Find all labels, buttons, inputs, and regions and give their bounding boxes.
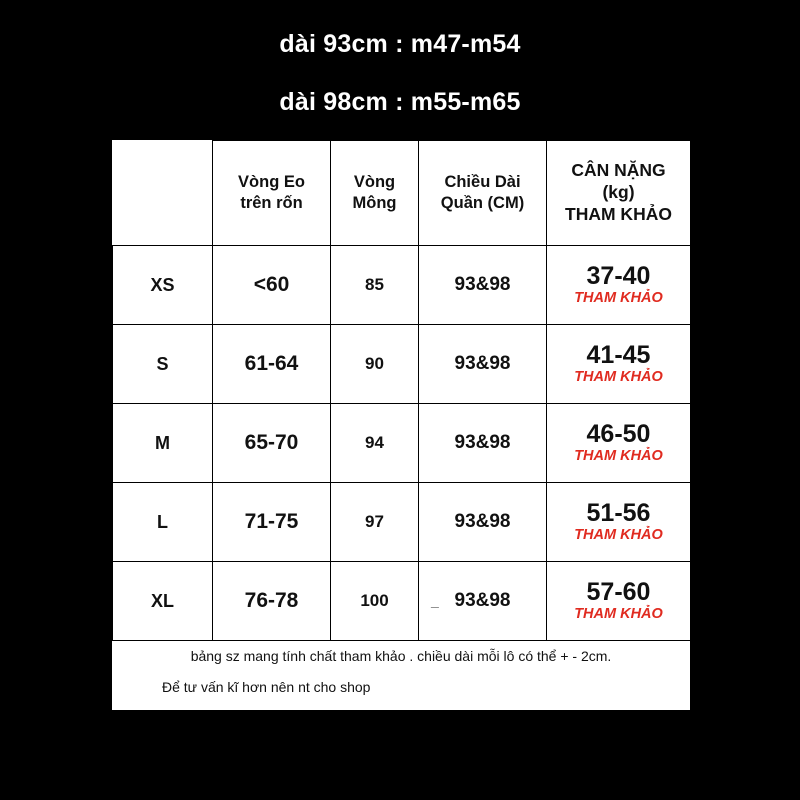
- cell-size: S: [113, 325, 213, 404]
- table-row: [113, 404, 691, 483]
- table-header: [113, 141, 691, 246]
- cell-length: [419, 404, 547, 483]
- table-row: [113, 325, 691, 404]
- cell-weight: [547, 562, 691, 641]
- header-waist-line2: trên rốn: [240, 194, 303, 212]
- footnote-contact: Để tư vấn kĩ hơn nên nt cho shop: [162, 679, 371, 695]
- header-cell-waist: [213, 141, 331, 246]
- cell-weight-value: 37-40: [586, 261, 651, 290]
- cell-hip: 100: [331, 562, 419, 641]
- cell-weight: [547, 404, 691, 483]
- size-chart-table: [112, 140, 691, 641]
- table-row: [113, 562, 691, 641]
- cell-weight-value: 51-56: [586, 498, 651, 527]
- header-cell-size: [113, 141, 213, 246]
- footnotes: [112, 646, 690, 698]
- cell-weight: [547, 483, 691, 562]
- cell-waist: 61-64: [213, 325, 331, 404]
- cell-weight-value: 57-60: [586, 577, 651, 606]
- headline-length-98: dài 98cm : m55-m65: [279, 88, 521, 116]
- cell-length: [419, 325, 547, 404]
- cell-hip: 94: [331, 404, 419, 483]
- cell-waist: 71-75: [213, 483, 331, 562]
- cell-waist: <60: [213, 246, 331, 325]
- cell-weight-note: THAM KHẢO: [574, 605, 663, 622]
- footnote-reference: bảng sz mang tính chất tham khảo . chiều dài mỗi lô có thể + - 2cm.: [190, 648, 612, 664]
- size-chart-card: [112, 140, 690, 710]
- header-weight-line2: (kg): [602, 182, 635, 203]
- cell-size: M: [113, 404, 213, 483]
- header-length-line2: Quần (CM): [440, 194, 525, 212]
- cell-length-value: 93&98: [454, 511, 511, 532]
- cell-length: [419, 246, 547, 325]
- table-row: [113, 246, 691, 325]
- table-body: [113, 246, 691, 641]
- cell-weight-note: THAM KHẢO: [574, 447, 663, 464]
- cell-hip: 97: [331, 483, 419, 562]
- header-length-line1: Chiều Dài: [444, 173, 521, 192]
- header-cell-length: [419, 141, 547, 246]
- header-weight-line3: THAM KHẢO: [565, 203, 672, 224]
- cell-length-value: 93&98: [454, 432, 511, 453]
- cell-weight-note: THAM KHẢO: [574, 289, 663, 306]
- cell-length-value: 93&98: [454, 353, 511, 374]
- cell-waist: 76-78: [213, 562, 331, 641]
- cell-hip: 85: [331, 246, 419, 325]
- cell-weight-value: 41-45: [586, 340, 651, 369]
- header-hip-line2: Mông: [352, 194, 397, 212]
- cell-length-prefix: _: [431, 593, 439, 609]
- cell-weight-value: 46-50: [586, 419, 651, 448]
- table-row: [113, 483, 691, 562]
- cell-weight: [547, 325, 691, 404]
- cell-size: XS: [113, 246, 213, 325]
- cell-length-value: 93&98: [454, 590, 511, 611]
- header-weight-line1: CÂN NẶNG: [571, 160, 666, 181]
- headline-length-93: dài 93cm : m47-m54: [279, 30, 521, 58]
- header-cell-weight: [547, 141, 691, 246]
- cell-length-value: 93&98: [454, 274, 511, 295]
- cell-weight-note: THAM KHẢO: [574, 526, 663, 543]
- cell-length: [419, 562, 547, 641]
- cell-weight-note: THAM KHẢO: [574, 368, 663, 385]
- cell-size: L: [113, 483, 213, 562]
- cell-waist: 65-70: [213, 404, 331, 483]
- header-waist-line1: Vòng Eo: [238, 173, 305, 192]
- cell-length: [419, 483, 547, 562]
- cell-size: XL: [113, 562, 213, 641]
- header-hip-line1: Vòng: [353, 173, 396, 192]
- header-cell-hip: [331, 141, 419, 246]
- cell-weight: [547, 246, 691, 325]
- cell-hip: 90: [331, 325, 419, 404]
